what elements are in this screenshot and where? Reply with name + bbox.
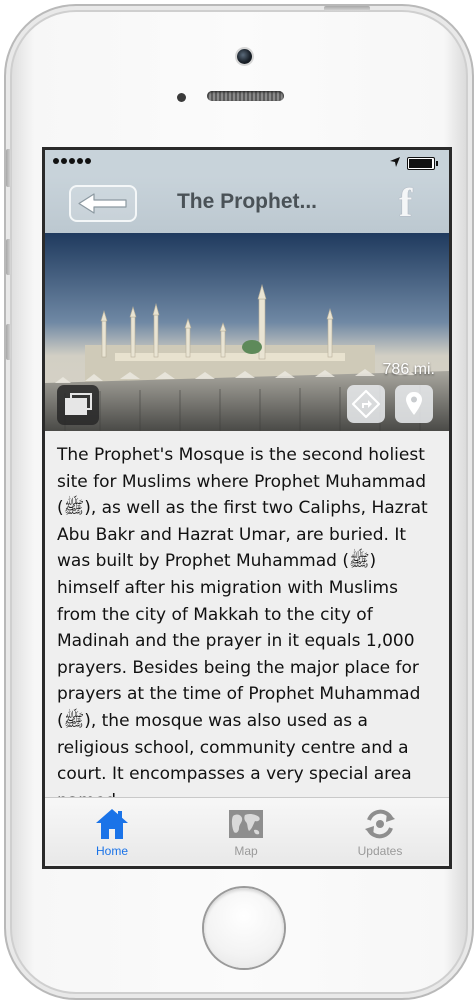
power-button xyxy=(324,6,370,11)
tab-bar xyxy=(45,797,449,864)
facebook-icon[interactable]: f xyxy=(399,180,413,225)
navigation-bar xyxy=(45,176,449,234)
tab-map-label: Map xyxy=(234,844,258,858)
tab-updates[interactable] xyxy=(313,798,447,864)
gallery-icon xyxy=(57,385,99,425)
mosque-photo[interactable] xyxy=(45,233,449,431)
world-map-icon xyxy=(228,806,264,842)
back-arrow-icon xyxy=(76,191,130,216)
page-title: The Prophet... xyxy=(176,190,317,213)
tab-home-label: Home xyxy=(95,844,128,858)
home-button[interactable] xyxy=(204,888,284,968)
map-pin-icon xyxy=(395,385,433,423)
back-button[interactable] xyxy=(69,185,137,222)
gallery-button[interactable] xyxy=(57,385,99,425)
map-pin-button[interactable] xyxy=(395,385,433,423)
home-icon xyxy=(94,806,130,842)
app-screen xyxy=(42,147,452,869)
proximity-sensor xyxy=(177,93,186,102)
mosque-illustration xyxy=(45,233,449,431)
front-camera xyxy=(237,49,252,64)
earpiece-speaker xyxy=(207,91,284,101)
description-text: The Prophet's Mosque is the second holiest site for Muslims where Prophet Muhammad (ﷺ), as well as the first two Caliphs, Hazrat Abu Bakr and Hazrat Umar, are buried. It was built by Prophet Muhammad (ﷺ) himself after his migration with Muslims from the city of Makkah to the city of Madinah and the prayer in it equals 1,000 prayers. Besides being the major place for prayers at the time of Prophet Muhammad (ﷺ), the mosque was also used as a religious school, community centre and a court. It encompasses a very special area xyxy=(57,445,428,785)
mute-switch xyxy=(6,149,11,187)
volume-up-button xyxy=(6,239,11,275)
volume-down-button xyxy=(6,324,11,360)
description-scroll-area[interactable] xyxy=(45,431,449,797)
signal-strength-icon xyxy=(53,158,91,164)
tab-home[interactable] xyxy=(45,798,179,864)
location-services-icon xyxy=(389,156,401,171)
distance-label: 786 mi. xyxy=(382,361,435,378)
status-bar xyxy=(45,150,449,176)
phone-frame xyxy=(4,4,474,1000)
refresh-icon xyxy=(362,806,398,842)
directions-icon xyxy=(347,385,385,423)
battery-icon xyxy=(407,157,435,170)
directions-button[interactable] xyxy=(347,385,385,423)
tab-updates-label: Updates xyxy=(357,844,403,858)
tab-map[interactable] xyxy=(179,798,313,864)
